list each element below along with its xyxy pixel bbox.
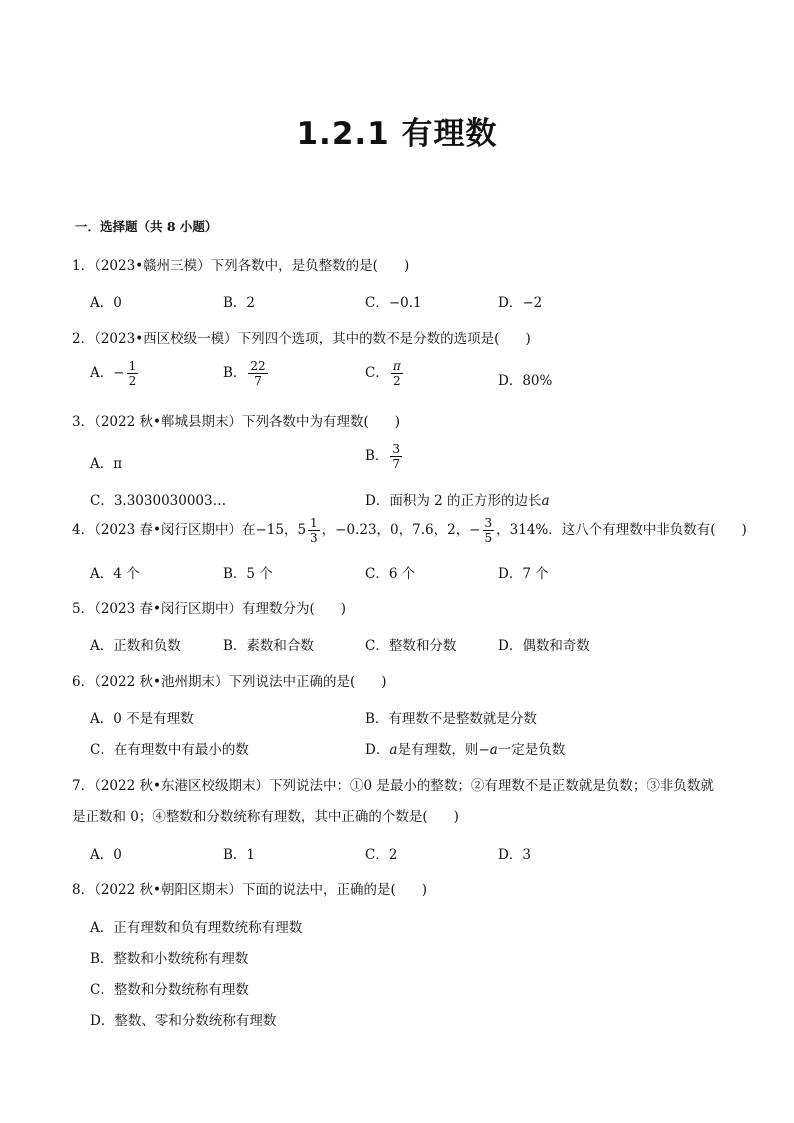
question-4 <box>72 517 747 544</box>
question-7-line-1: 7．（2022 秋•东港区校级期末）下列说法中：①0 是最小的整数；②有理数不是正数就是负数；③非负数就 <box>72 778 714 794</box>
question-5 <box>72 597 346 617</box>
q3-option-d[interactable] <box>365 489 550 509</box>
option-label: C． <box>365 365 389 381</box>
q3-option-a[interactable]: A．π <box>90 456 123 472</box>
variable: a <box>489 742 498 758</box>
q6-option-a[interactable]: A．0 不是有理数 <box>90 711 194 727</box>
option-label: D． <box>365 742 390 758</box>
question-stem: 是正数和 0；④整数和分数统称有理数，其中正确的个数是( <box>72 809 428 825</box>
q5-option-d[interactable]: D．偶数和奇数 <box>498 638 590 654</box>
paren-close: ) <box>453 809 459 825</box>
question-2 <box>72 327 531 347</box>
q6-option-b[interactable]: B．有理数不是整数就是分数 <box>365 711 537 727</box>
fraction: $\frac{1}{3}$ <box>310 516 318 545</box>
q2-option-c[interactable] <box>365 360 405 387</box>
question-stem: 1．（2023•赣州三模）下列各数中，是负整数的是( <box>72 258 378 274</box>
q5-option-a[interactable]: A．正数和负数 <box>90 638 181 654</box>
question-stem: 2．（2023•西区校级一模）下列四个选项，其中的数不是分数的选项是( <box>72 331 500 347</box>
fraction: $\frac{3}{5}$ <box>484 516 493 545</box>
paren-close: ) <box>340 601 346 617</box>
question-stem: 8．（2022 秋•朝阳区期末）下面的说法中，正确的是( <box>72 882 396 898</box>
q7-option-a[interactable]: A．0 <box>90 847 122 863</box>
q6-option-c[interactable]: C．在有理数中有最小的数 <box>90 742 249 758</box>
q7-option-d[interactable]: D．3 <box>498 847 531 863</box>
question-1 <box>72 254 409 274</box>
paren-close: ) <box>741 522 747 538</box>
paren-close: ) <box>525 331 531 347</box>
q3-option-c[interactable]: C．3.3030030003… <box>90 493 227 509</box>
q7-option-b[interactable]: B．1 <box>223 847 256 863</box>
q6-option-d[interactable] <box>365 738 565 758</box>
section-heading: 一．选择题（共 8 小题） <box>75 219 218 234</box>
q1-option-b[interactable]: B．2 <box>223 295 256 311</box>
option-text: 一定是负数 <box>497 742 566 758</box>
question-stem-mid: ，−0.23，0，7.6，2，− <box>321 522 481 538</box>
question-8 <box>72 878 427 898</box>
q8-option-d[interactable]: D．整数、零和分数统称有理数 <box>90 1013 277 1029</box>
option-label: B． <box>223 365 247 381</box>
q4-option-c[interactable]: C．6 个 <box>365 566 416 582</box>
q1-option-d[interactable]: D．−2 <box>498 295 543 311</box>
question-stem: 4．（2023 春•闵行区期中）在−15，5 <box>72 522 307 538</box>
question-stem: 3．（2022 秋•郸城县期末）下列各数中为有理数( <box>72 414 369 430</box>
question-stem-post: ，314%．这八个有理数中非负数有( <box>496 522 716 538</box>
question-stem: 5．（2023 春•闵行区期中）有理数分为( <box>72 601 315 617</box>
q1-option-a[interactable]: A．0 <box>90 295 122 311</box>
paren-close: ) <box>403 258 410 274</box>
variable: a <box>541 493 550 509</box>
fraction: $\frac{3}{7}$ <box>392 442 401 471</box>
option-label: A．− <box>90 365 125 381</box>
variable: a <box>389 742 398 758</box>
option-label: B． <box>365 448 389 464</box>
q2-option-a[interactable] <box>90 360 140 387</box>
paren-close: ) <box>421 882 427 898</box>
question-6 <box>72 670 387 690</box>
q2-option-b[interactable] <box>223 360 270 387</box>
fraction: $\frac{1}{2}$ <box>128 359 137 388</box>
question-3 <box>72 410 400 430</box>
q7-option-c[interactable]: C．2 <box>365 847 398 863</box>
page-title: 1.2.1 有理数 <box>296 116 498 152</box>
fraction: $\frac{22}{7}$ <box>250 359 266 388</box>
q3-option-b[interactable] <box>365 443 404 470</box>
q5-option-c[interactable]: C．整数和分数 <box>365 638 457 654</box>
q2-option-d[interactable]: D．80% <box>498 373 553 389</box>
option-text: 是有理数，则− <box>397 742 490 758</box>
paren-close: ) <box>381 674 387 690</box>
question-stem: 6．（2022 秋•池州期末）下列说法中正确的是( <box>72 674 356 690</box>
q1-option-c[interactable]: C．−0.1 <box>365 295 422 311</box>
question-7-line-2 <box>72 805 459 825</box>
q8-option-a[interactable]: A．正有理数和负有理数统称有理数 <box>90 920 303 936</box>
q8-option-b[interactable]: B．整数和小数统称有理数 <box>90 951 249 967</box>
option-text: D．面积为 2 的正方形的边长 <box>365 493 542 509</box>
q4-option-d[interactable]: D．7 个 <box>498 566 549 582</box>
fraction: $\frac{\pi}{2}$ <box>392 359 401 388</box>
q4-option-b[interactable]: B．5 个 <box>223 566 273 582</box>
q5-option-b[interactable]: B．素数和合数 <box>223 638 314 654</box>
q8-option-c[interactable]: C．整数和分数统称有理数 <box>90 982 249 998</box>
paren-close: ) <box>394 414 400 430</box>
q4-option-a[interactable]: A．4 个 <box>90 566 140 582</box>
